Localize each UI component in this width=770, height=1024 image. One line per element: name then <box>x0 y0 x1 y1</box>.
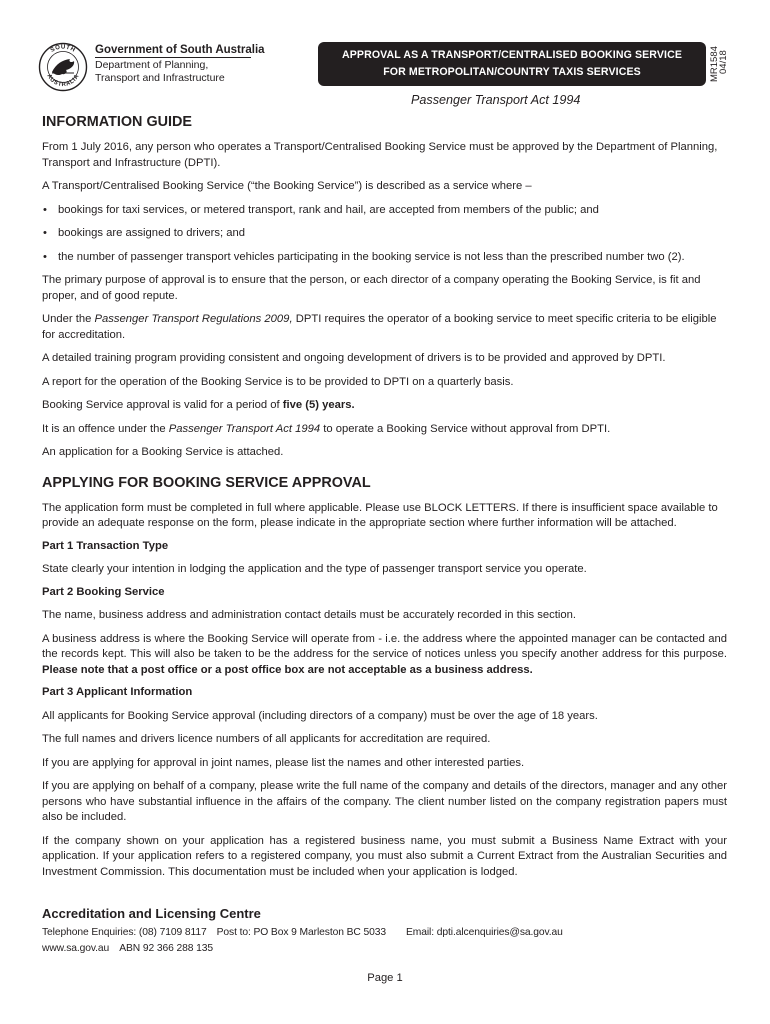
info-paragraph: It is an offence under the Passenger Transport Act 1994 to operate a Booking Service without approval from DPTI. <box>42 422 611 435</box>
department-name <box>95 59 225 84</box>
header-divider <box>95 57 251 58</box>
part-1-text: State clearly your intention in lodging the application and the type of passenger transport service you operate. <box>42 563 587 575</box>
info-paragraph: From 1 July 2016, any person who operates a Transport/Centralised Booking Service must be approved by the Department of Planning, Transport and Infrastructure (DPTI). <box>42 141 718 169</box>
part-2-text: The name, business address and administration contact details must be accurately recorded in this section. <box>42 609 577 621</box>
page-number: Page 1 <box>367 972 403 984</box>
department-line-1: Department of Planning, <box>95 59 209 71</box>
part-2-title: Part 2 Booking Service <box>42 585 165 598</box>
info-paragraph: The primary purpose of approval is to ensure that the person, or each director of a company operating the Booking Service, is fit and proper, and of good repute. <box>42 274 701 302</box>
part-2-text: A business address is where the Booking Service will operate from - i.e. the address where the appointed manager can be contacted and the records kept. This will also be taken to be the address for the service of notices unless you specify another address for this purpose. Please note that a post office or a post office box are not acceptable as a business address. <box>42 632 727 676</box>
bullet-item: • bookings are assigned to drivers; and <box>42 226 727 242</box>
centre-title: Accreditation and Licensing Centre <box>42 906 261 921</box>
form-title-banner <box>318 42 706 86</box>
email-link[interactable]: Email: dpti.alcenquiries@sa.gov.au <box>405 927 563 938</box>
info-paragraph: A report for the operation of the Booking Service is to be provided to DPTI on a quarterly basis. <box>42 375 514 388</box>
info-paragraph: Booking Service approval is valid for a period of five (5) years. <box>42 399 355 411</box>
website-link[interactable]: www.sa.gov.au <box>42 942 110 954</box>
info-paragraph: Under the Passenger Transport Regulations 2009, DPTI requires the operator of a booking service to meet specific criteria to be eligible for accreditation. <box>42 313 717 341</box>
telephone: Telephone Enquiries: (08) 7109 8117 <box>42 927 207 938</box>
svg-text:AUSTRALIA: AUSTRALIA <box>45 73 81 89</box>
contact-line-2 <box>42 941 563 957</box>
contact-details <box>42 925 563 956</box>
information-guide-heading: INFORMATION GUIDE <box>42 114 193 130</box>
form-date: 04/18 <box>718 50 729 74</box>
applying-heading: APPLYING FOR BOOKING SERVICE APPROVAL <box>42 474 371 491</box>
info-paragraph: An application for a Booking Service is attached. <box>42 446 284 458</box>
government-title: Government of South Australia <box>95 44 265 56</box>
form-number: MR1584 <box>709 46 720 82</box>
sa-government-logo <box>38 42 88 92</box>
bullet-item: • the number of passenger transport vehicles participating in the booking service is not less than the prescribed number two (2). <box>42 250 727 266</box>
form-code <box>706 36 729 86</box>
info-paragraph: A detailed training program providing consistent and ongoing development of drivers is to be provided and approved by DPTI. <box>42 352 666 364</box>
part-3-text: The full names and drivers licence numbers of all applicants for accreditation are required. <box>42 733 491 745</box>
bullet-item: • bookings for taxi services, or metered transport, rank and hail, are accepted from members of the public; and <box>42 203 727 219</box>
part-3-title: Part 3 Applicant Information <box>42 686 193 698</box>
part-3-text: If you are applying for approval in joint names, please list the names and other interested parties. <box>42 756 525 769</box>
department-line-2: Transport and Infrastructure <box>95 71 225 84</box>
document-body <box>42 113 727 880</box>
part-3-text: If the company shown on your application has a registered business name, you must submit a Business Name Extract with your application. If your application refers to a registered company, you must also submit a Current Extract from the Australian Securities and Investment Commission. This documentation must be included when your application is lodged. <box>42 834 727 878</box>
banner-line-2: FOR METROPOLITAN/COUNTRY TAXIS SERVICES <box>383 66 641 78</box>
part-3-text: If you are applying on behalf of a company, please write the full name of the company and details of the directors, manager and any other persons who have substantial influence in the affairs of the company. The client number listed on the company registration papers must also be included. <box>42 780 727 823</box>
apply-paragraph: The application form must be completed in full where applicable. Please use BLOCK LETTERS. If there is insufficient space available to provide an adequate response on the form, please indicate in the appropriate section where further information will be attached. <box>42 501 718 529</box>
svg-text:SOUTH: SOUTH <box>49 44 77 54</box>
banner-line-1: APPROVAL AS A TRANSPORT/CENTRALISED BOOKING SERVICE <box>341 49 682 61</box>
contact-line-1 <box>42 925 563 941</box>
part-3-text: All applicants for Booking Service approval (including directors of a company) must be over the age of 18 years. <box>42 709 598 722</box>
part-1-title: Part 1 Transaction Type <box>42 539 169 552</box>
act-title: Passenger Transport Act 1994 <box>411 93 581 107</box>
abn: ABN 92 366 288 135 <box>119 942 214 954</box>
postal-address: Post to: PO Box 9 Marleston BC 5033 <box>216 927 386 938</box>
info-paragraph: A Transport/Centralised Booking Service (“the Booking Service”) is described as a service where – <box>42 180 532 192</box>
